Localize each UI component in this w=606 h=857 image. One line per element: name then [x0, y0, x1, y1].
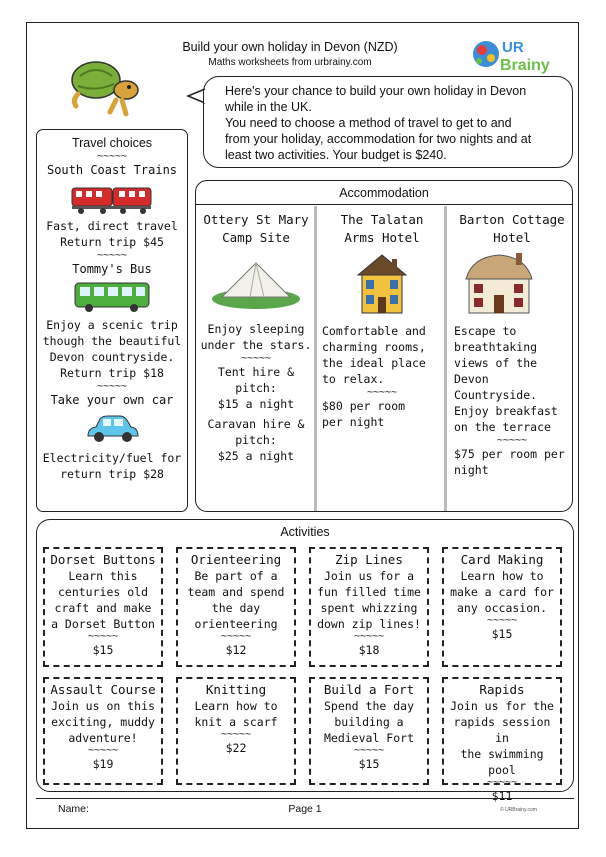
activity-desc: centuries old	[57, 585, 148, 599]
name-label: Name:	[58, 803, 89, 815]
activity-desc: Join us on this	[51, 699, 155, 713]
activity-desc: Learn this	[68, 569, 138, 583]
activity-title: Assault Course	[50, 682, 156, 697]
activity-desc: Learn how to	[460, 569, 544, 583]
travel-option-name: Tommy's Bus	[72, 262, 152, 276]
activity-price: $12	[225, 643, 247, 657]
activity-desc: exciting, muddy	[51, 715, 155, 729]
activity-price: $19	[92, 757, 114, 771]
squiggle: ~~~~~	[486, 777, 518, 788]
squiggle: ~~~~~	[486, 615, 518, 626]
squiggle: ~~~~~	[220, 631, 252, 642]
squiggle: ~~~~~	[496, 435, 528, 446]
accommodation-name: Barton Cottage	[459, 212, 565, 227]
activity-desc: Medieval Fort	[323, 731, 414, 745]
accommodation-price: pitch:	[235, 381, 277, 395]
activity-card-rapids	[442, 677, 562, 803]
travel-option-desc: Fast, direct travel	[46, 219, 178, 233]
squiggle: ~~~~~	[96, 381, 128, 392]
activity-price: $18	[358, 643, 380, 657]
activity-desc: team and spend	[187, 585, 285, 599]
accommodation-price: per night	[322, 415, 385, 429]
activity-desc: any occasion.	[456, 601, 547, 615]
travel-heading: Travel choices	[71, 136, 153, 150]
squiggle: ~~~~~	[96, 250, 128, 261]
travel-choices-panel	[36, 129, 188, 512]
activity-title: Zip Lines	[335, 552, 403, 567]
activity-desc: Be part of a	[194, 569, 278, 583]
intro-line: Here's your chance to build your own holiday in Devon	[225, 84, 527, 98]
activity-desc: adventure!	[68, 731, 138, 745]
travel-option-price: Return trip $45	[60, 235, 164, 249]
activity-card-zip-lines	[309, 547, 429, 667]
column-divider	[444, 206, 447, 511]
accommodation-price: Tent hire &	[217, 365, 295, 379]
activity-desc: Spend the day	[323, 699, 414, 713]
accommodation-price: $15 a night	[217, 397, 295, 411]
turtle-mascot-icon	[66, 56, 162, 120]
squiggle: ~~~~~	[366, 387, 398, 398]
squiggle: ~~~~~	[87, 631, 119, 642]
intro-line: while in the UK.	[225, 100, 312, 114]
travel-option-name: Take your own car	[50, 393, 174, 407]
travel-option-desc: Enjoy a scenic trip	[46, 318, 178, 332]
accommodation-desc: under the stars.	[200, 338, 312, 352]
activity-card-knitting	[176, 677, 296, 785]
intro-line: You need to choose a method of travel to get to and	[225, 116, 512, 130]
travel-option-price: return trip $28	[60, 467, 164, 481]
page-title: Build your own holiday in Devon (NZD)	[182, 40, 398, 54]
activity-title: Build a Fort	[323, 682, 415, 697]
activity-card-build-a-fort	[309, 677, 429, 785]
accommodation-price: $25 a night	[217, 449, 295, 463]
accommodation-name: Camp Site	[222, 230, 290, 245]
accommodation-price: $80 per room	[322, 399, 406, 413]
activity-desc: Join us for a	[323, 569, 414, 583]
activity-desc: rapids session in	[453, 715, 551, 745]
activity-desc: craft and make	[54, 601, 152, 615]
urbrainy-logo	[470, 34, 564, 74]
accommodation-panel	[195, 180, 573, 512]
activity-title: Card Making	[460, 552, 544, 567]
activity-card-assault-course	[43, 677, 163, 785]
accommodation-desc: Enjoy sleeping	[207, 322, 305, 336]
travel-option-price: Return trip $18	[60, 366, 164, 380]
column-divider	[314, 206, 317, 511]
squiggle: ~~~~~	[353, 745, 385, 756]
accommodation-heading: Accommodation	[339, 186, 429, 200]
accommodation-desc: to relax.	[322, 372, 385, 386]
train-icon	[69, 182, 155, 216]
activity-desc: spent whizzing	[320, 601, 418, 615]
activity-card-card-making	[442, 547, 562, 667]
accommodation-desc: views of the	[454, 356, 538, 370]
activity-desc: Join us for the	[450, 699, 554, 713]
accommodation-desc: Comfortable and	[322, 324, 426, 338]
accommodation-name: The Talatan	[340, 212, 424, 227]
activity-price: $11	[491, 789, 513, 803]
accommodation-name: Hotel	[493, 230, 531, 245]
accommodation-desc: Devon	[454, 372, 489, 386]
activity-title: Orienteering	[190, 552, 282, 567]
page-number: Page 1	[288, 803, 322, 815]
accommodation-desc: the ideal place	[322, 356, 426, 370]
intro-line: least two activities. Your budget is $240.	[225, 148, 447, 162]
squiggle: ~~~~~	[353, 631, 385, 642]
activity-desc: Learn how to	[194, 699, 278, 713]
squiggle: ~~~~~	[87, 745, 119, 756]
activity-price: $22	[225, 741, 247, 755]
footer-divider	[36, 798, 574, 799]
activity-desc: orienteering	[194, 617, 278, 631]
accommodation-desc: on the terrace	[454, 420, 551, 434]
accommodation-price: $75 per room per	[454, 447, 565, 461]
accommodation-name: Arms Hotel	[344, 230, 420, 245]
tent-icon	[210, 257, 302, 311]
accommodation-price: night	[454, 463, 489, 477]
accommodation-talatan-arms	[322, 206, 442, 511]
accommodation-name: Ottery St Mary	[203, 212, 309, 227]
activity-price: $15	[491, 627, 513, 641]
svg-text:UR: UR	[502, 39, 524, 56]
travel-option-desc: Electricity/fuel for	[42, 451, 182, 465]
hotel-icon	[352, 251, 412, 317]
activity-desc: the day	[211, 601, 261, 615]
accommodation-divider	[196, 204, 572, 205]
activity-title: Knitting	[205, 682, 267, 697]
intro-speech-bubble	[203, 76, 573, 168]
intro-line: from your holiday, accommodation for two nights and at	[225, 132, 532, 146]
accommodation-desc: Enjoy breakfast	[454, 404, 558, 418]
accommodation-desc: Escape to	[454, 324, 517, 338]
activities-heading: Activities	[280, 525, 330, 539]
activity-card-orienteering	[176, 547, 296, 667]
travel-option-name: South Coast Trains	[46, 163, 178, 177]
activity-desc: a Dorset Button	[51, 617, 155, 631]
accommodation-desc: charming rooms,	[322, 340, 426, 354]
activity-desc: fun filled time	[317, 585, 421, 599]
activities-panel	[36, 519, 574, 803]
activity-desc: building a	[334, 715, 404, 729]
accommodation-barton-cottage	[454, 206, 570, 511]
activity-desc: knit a scarf	[194, 715, 278, 729]
activity-title: Dorset Buttons	[50, 552, 156, 567]
accommodation-desc: breathtaking	[454, 340, 538, 354]
accommodation-desc: Countryside.	[454, 388, 538, 402]
svg-text:Brainy: Brainy	[500, 57, 550, 74]
car-icon	[84, 412, 140, 446]
travel-option-desc: though the beautiful	[42, 334, 182, 348]
squiggle: ~~~~~	[220, 729, 252, 740]
activity-title: Rapids	[479, 682, 525, 697]
copyright-text: © URBrainy.com	[500, 807, 537, 813]
accommodation-price: pitch:	[235, 433, 277, 447]
activity-price: $15	[92, 643, 114, 657]
squiggle: ~~~~~	[240, 353, 272, 364]
accommodation-price: Caravan hire &	[207, 417, 305, 431]
page-subtitle: Maths worksheets from urbrainy.com	[208, 57, 372, 68]
cottage-icon	[462, 251, 536, 317]
activity-desc: make a card for	[450, 585, 554, 599]
squiggle: ~~~~~	[96, 151, 128, 162]
activity-desc: the swimming pool	[460, 747, 544, 777]
bus-icon	[72, 280, 152, 314]
activity-price: $15	[358, 757, 380, 771]
travel-option-desc: Devon countryside.	[49, 350, 175, 364]
accommodation-camp-site	[200, 206, 312, 511]
activity-card-dorset-buttons	[43, 547, 163, 667]
activity-desc: down zip lines!	[317, 617, 421, 631]
